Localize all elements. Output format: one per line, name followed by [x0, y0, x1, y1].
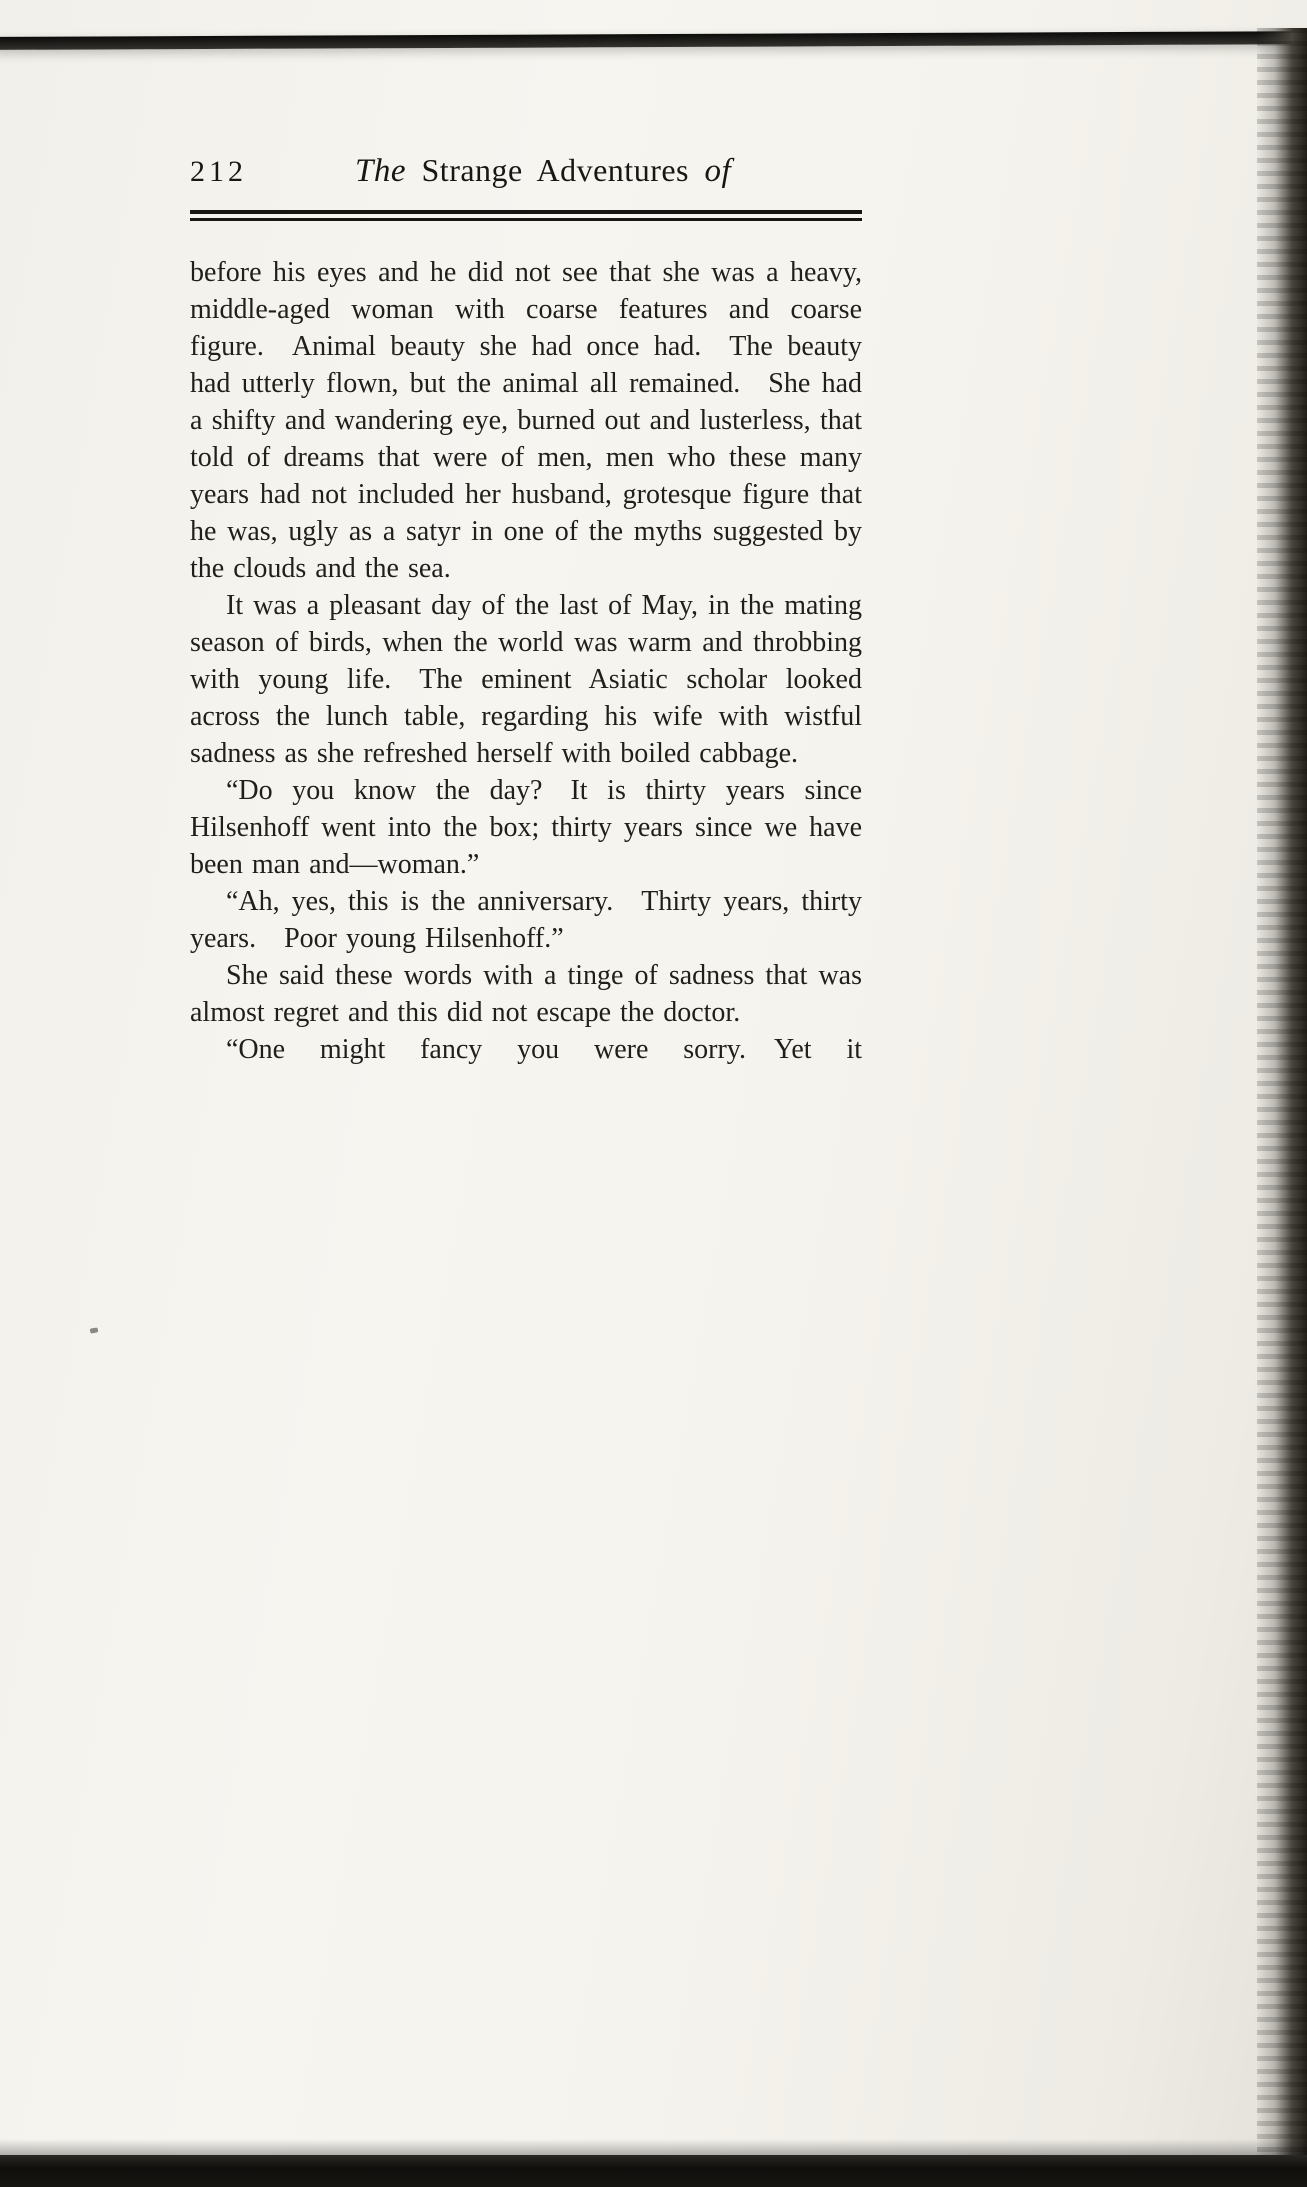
- page-number: 212: [190, 155, 247, 188]
- paragraph: before his eyes and he did not see that she was a heavy, middle-aged woman with coarse features and coarse figure. Animal beauty she had once had. The beauty had utterly flown, but the animal all remained. She had a shifty and wandering eye, burned out and lusterless, that told of dreams that were of men, men who these many years had not included her husband, grotesque figure that he was, ugly as a satyr in one of the myths suggested by the clouds and the sea.: [190, 257, 862, 584]
- paragraph: “One might fancy you were sorry. Yet it: [226, 1034, 862, 1065]
- paragraph: “Ah, yes, this is the anniversary. Thirty years, thirty years. Poor young Hilsenhoff.”: [190, 886, 862, 954]
- running-title-main: Strange Adventures: [421, 152, 689, 188]
- scan-speck: [90, 1327, 99, 1333]
- body-text: [190, 254, 862, 1068]
- paragraph: It was a pleasant day of the last of May, in the mating season of birds, when the world was warm and throbbing with young life. The eminent Asiatic scholar looked across the lunch table, regarding his wife with wistful sadness as she refreshed herself with boiled cabbage.: [190, 590, 862, 769]
- scan-edge-bottom: [0, 2155, 1307, 2187]
- header-rule-top-line: [190, 210, 862, 214]
- scan-edge-top: [0, 31, 1307, 50]
- header-rule-bottom-line: [190, 218, 862, 221]
- page-content: [190, 148, 862, 1068]
- running-header: [190, 148, 862, 194]
- running-title: [355, 148, 731, 193]
- running-title-of: of: [704, 153, 732, 189]
- header-rule: [190, 210, 862, 222]
- scan-edge-right: [1257, 28, 1307, 2187]
- running-title-the: The: [355, 153, 406, 189]
- paragraph: “Do you know the day? It is thirty years since Hilsenhoff went into the box; thirty years since we have been man and—woman.”: [190, 775, 862, 880]
- paragraph: She said these words with a tinge of sadness that was almost regret and this did not escape the doctor.: [190, 960, 862, 1028]
